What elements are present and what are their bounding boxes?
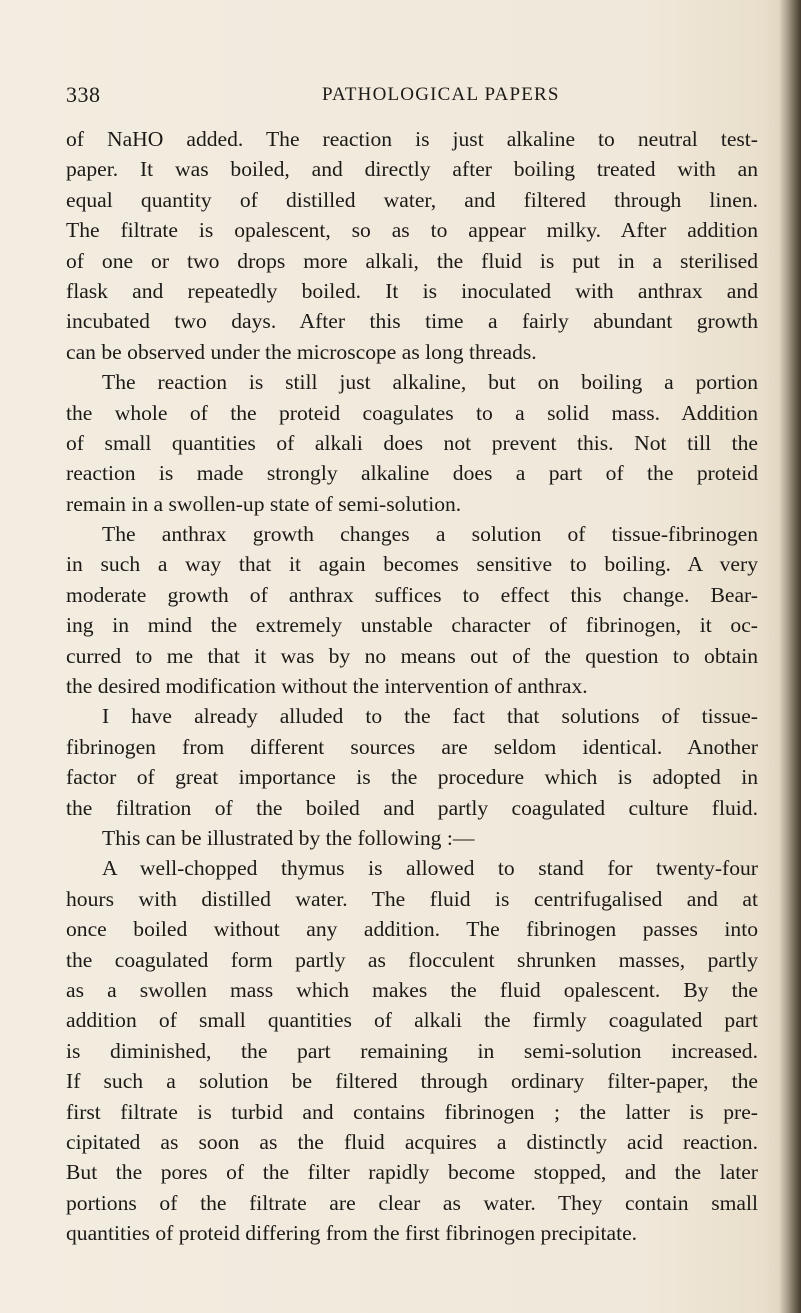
paragraph-start-line: The reaction is still just alkaline, but on boiling a portion: [102, 370, 758, 395]
text-line: the whole of the proteid coagulates to a solid mass. Addition: [66, 400, 758, 425]
paragraph-start-line: The anthrax growth changes a solution of tissue-fibrinogen: [102, 522, 758, 547]
text-line: the filtration of the boiled and partly coagulated culture fluid.: [66, 795, 758, 820]
text-line: curred to me that it was by no means out of the question to obtain: [66, 643, 758, 668]
text-line: first filtrate is turbid and contains fibrinogen ; the latter is pre-: [66, 1099, 758, 1124]
body-text: [66, 124, 758, 1248]
paragraph-start-line: A well-chopped thymus is allowed to stand for twenty-four: [102, 856, 758, 881]
text-line: But the pores of the filter rapidly become stopped, and the later: [66, 1160, 758, 1185]
text-line: paper. It was boiled, and directly after boiling treated with an: [66, 157, 758, 182]
text-line: If such a solution be filtered through ordinary filter-paper, the: [66, 1069, 758, 1094]
text-line: reaction is made strongly alkaline does a part of the proteid: [66, 461, 758, 486]
paragraph-start-line: I have already alluded to the fact that solutions of tissue-: [102, 704, 758, 729]
page-number: 338: [66, 82, 101, 107]
text-line: hours with distilled water. The fluid is centrifugalised and at: [66, 886, 758, 911]
text-line: fibrinogen from different sources are seldom identical. Another: [66, 734, 758, 759]
text-line: remain in a swollen-up state of semi-solution.: [66, 491, 462, 516]
text-line: as a swollen mass which makes the fluid opalescent. By the: [66, 977, 758, 1002]
text-line: addition of small quantities of alkali the firmly coagulated part: [66, 1008, 758, 1033]
text-line: This can be illustrated by the following :—: [102, 825, 475, 850]
text-line: quantities of proteid differing from the first fibrinogen precipitate.: [66, 1221, 638, 1246]
text-line: equal quantity of distilled water, and filtered through linen.: [66, 187, 758, 212]
text-line: ing in mind the extremely unstable character of fibrinogen, it oc-: [66, 613, 758, 638]
text-line: The filtrate is opalescent, so as to appear milky. After addition: [66, 218, 758, 243]
text-line: is diminished, the part remaining in semi-solution increased.: [66, 1038, 758, 1063]
text-line: the desired modification without the intervention of anthrax.: [66, 674, 588, 699]
text-line: of small quantities of alkali does not prevent this. Not till the: [66, 430, 758, 455]
text-line: once boiled without any addition. The fibrinogen passes into: [66, 917, 758, 942]
text-line: the coagulated form partly as flocculent shrunken masses, partly: [66, 947, 758, 972]
text-line: moderate growth of anthrax suffices to effect this change. Bear-: [66, 582, 758, 607]
text-line: factor of great importance is the procedure which is adopted in: [66, 765, 758, 790]
text-line: can be observed under the microscope as long threads.: [66, 339, 537, 364]
text-line: of NaHO added. The reaction is just alkaline to neutral test-: [66, 127, 758, 151]
text-line: of one or two drops more alkali, the fluid is put in a sterilised: [66, 248, 758, 273]
text-line: incubated two days. After this time a fairly abundant growth: [66, 309, 758, 334]
text-line: cipitated as soon as the fluid acquires a distinctly acid reaction.: [66, 1129, 758, 1154]
text-line: flask and repeatedly boiled. It is inoculated with anthrax and: [66, 278, 758, 303]
page-edge-shadow: [779, 0, 801, 1313]
text-line: portions of the filtrate are clear as water. They contain small: [66, 1190, 758, 1215]
running-head: PATHOLOGICAL PAPERS: [322, 84, 560, 105]
page-header: [66, 82, 756, 118]
text-line: in such a way that it again becomes sensitive to boiling. A very: [66, 552, 758, 577]
